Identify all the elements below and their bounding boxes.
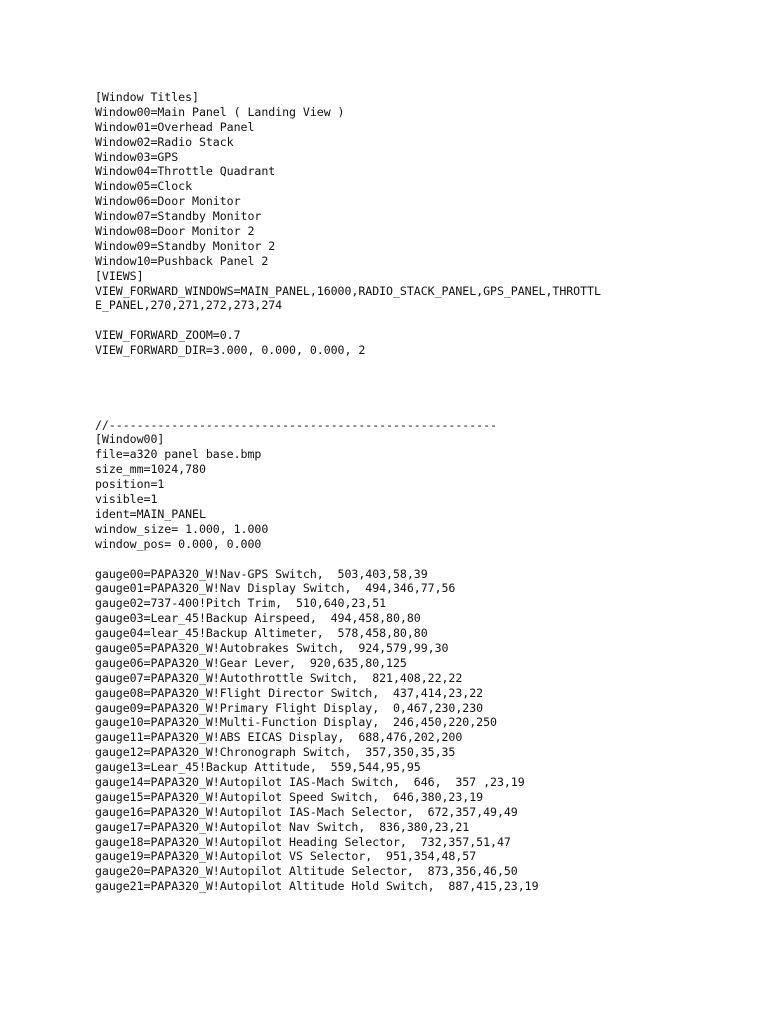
gauge-line: gauge01=PAPA320_W!Nav Display Switch, 494,346,77,56 — [95, 581, 456, 596]
ident-line: ident=MAIN_PANEL — [95, 506, 206, 521]
blank-line — [95, 552, 735, 567]
view-forward-windows-continuation: E_PANEL,270,271,272,273,274 — [95, 298, 283, 313]
gauge-line: gauge16=PAPA320_W!Autopilot IAS-Mach Selector, 672,357,49,49 — [95, 804, 518, 819]
window-title-line: Window03=GPS — [95, 149, 179, 164]
blank-line — [95, 388, 735, 403]
gauge-line: gauge02=737-400!Pitch Trim, 510,640,23,51 — [95, 596, 387, 611]
view-forward-windows-line: VIEW_FORWARD_WINDOWS=MAIN_PANEL,16000,RADIO_STACK_PANEL,GPS_PANEL,THROTTL — [95, 283, 601, 298]
section-header-window00: [Window00] — [95, 432, 165, 447]
window-title-line: Window06=Door Monitor — [95, 194, 241, 209]
window-title-line: Window10=Pushback Panel 2 — [95, 253, 269, 268]
blank-line — [95, 313, 735, 328]
gauge-line: gauge19=PAPA320_W!Autopilot VS Selector, 951,354,48,57 — [95, 849, 477, 864]
gauge-line: gauge08=PAPA320_W!Flight Director Switch, 437,414,23,22 — [95, 685, 484, 700]
gauge-line: gauge13=Lear_45!Backup Attitude, 559,544,95,95 — [95, 760, 421, 775]
window-title-line: Window09=Standby Monitor 2 — [95, 238, 276, 253]
window-title-line: Window08=Door Monitor 2 — [95, 224, 255, 239]
gauge-line: gauge14=PAPA320_W!Autopilot IAS-Mach Switch, 646, 357 ,23,19 — [95, 774, 525, 789]
gauge-line: gauge07=PAPA320_W!Autothrottle Switch, 821,408,22,22 — [95, 670, 463, 685]
section-header-window-titles: [Window Titles] — [95, 90, 199, 104]
gauge-line: gauge09=PAPA320_W!Primary Flight Display, 0,467,230,230 — [95, 700, 484, 715]
gauge-line: gauge20=PAPA320_W!Autopilot Altitude Selector, 873,356,46,50 — [95, 864, 518, 879]
size-mm-line: size_mm=1024,780 — [95, 462, 206, 477]
window-title-line: Window04=Throttle Quadrant — [95, 164, 276, 179]
window-title-line: Window00=Main Panel ( Landing View ) — [95, 104, 345, 119]
gauge-line: gauge11=PAPA320_W!ABS EICAS Display, 688,476,202,200 — [95, 730, 463, 745]
gauge-line: gauge17=PAPA320_W!Autopilot Nav Switch, 836,380,23,21 — [95, 819, 470, 834]
gauge-line: gauge03=Lear_45!Backup Airspeed, 494,458,80,80 — [95, 611, 421, 626]
window-title-line: Window07=Standby Monitor — [95, 209, 262, 224]
window-title-line: Window02=Radio Stack — [95, 134, 234, 149]
window-size-line: window_size= 1.000, 1.000 — [95, 521, 269, 536]
window-pos-line: window_pos= 0.000, 0.000 — [95, 536, 262, 551]
window-title-line: Window01=Overhead Panel — [95, 119, 255, 134]
blank-line — [95, 373, 735, 388]
position-line: position=1 — [95, 477, 165, 492]
comment-separator: //-------------------------------------------------------- — [95, 417, 497, 432]
gauge-line: gauge12=PAPA320_W!Chronograph Switch, 357,350,35,35 — [95, 745, 456, 760]
view-forward-zoom-line: VIEW_FORWARD_ZOOM=0.7 — [95, 328, 241, 343]
blank-line — [95, 403, 735, 418]
window-title-line: Window05=Clock — [95, 179, 193, 194]
section-header-views: [VIEWS] — [95, 268, 144, 283]
file-line: file=a320 panel base.bmp — [95, 447, 262, 462]
gauge-line: gauge21=PAPA320_W!Autopilot Altitude Hold Switch, 887,415,23,19 — [95, 879, 539, 894]
gauge-line: gauge00=PAPA320_W!Nav-GPS Switch, 503,403,58,39 — [95, 566, 428, 581]
blank-line — [95, 358, 735, 373]
gauge-line: gauge05=PAPA320_W!Autobrakes Switch, 924,579,99,30 — [95, 640, 449, 655]
view-forward-dir-line: VIEW_FORWARD_DIR=3.000, 0.000, 0.000, 2 — [95, 343, 366, 358]
gauge-line: gauge04=lear_45!Backup Altimeter, 578,458,80,80 — [95, 626, 428, 641]
gauge-line: gauge18=PAPA320_W!Autopilot Heading Selector, 732,357,51,47 — [95, 834, 511, 849]
gauge-line: gauge10=PAPA320_W!Multi-Function Display, 246,450,220,250 — [95, 715, 497, 730]
visible-line: visible=1 — [95, 492, 158, 507]
gauge-line: gauge06=PAPA320_W!Gear Lever, 920,635,80,125 — [95, 655, 407, 670]
gauge-line: gauge15=PAPA320_W!Autopilot Speed Switch, 646,380,23,19 — [95, 789, 484, 804]
config-document — [95, 90, 735, 894]
